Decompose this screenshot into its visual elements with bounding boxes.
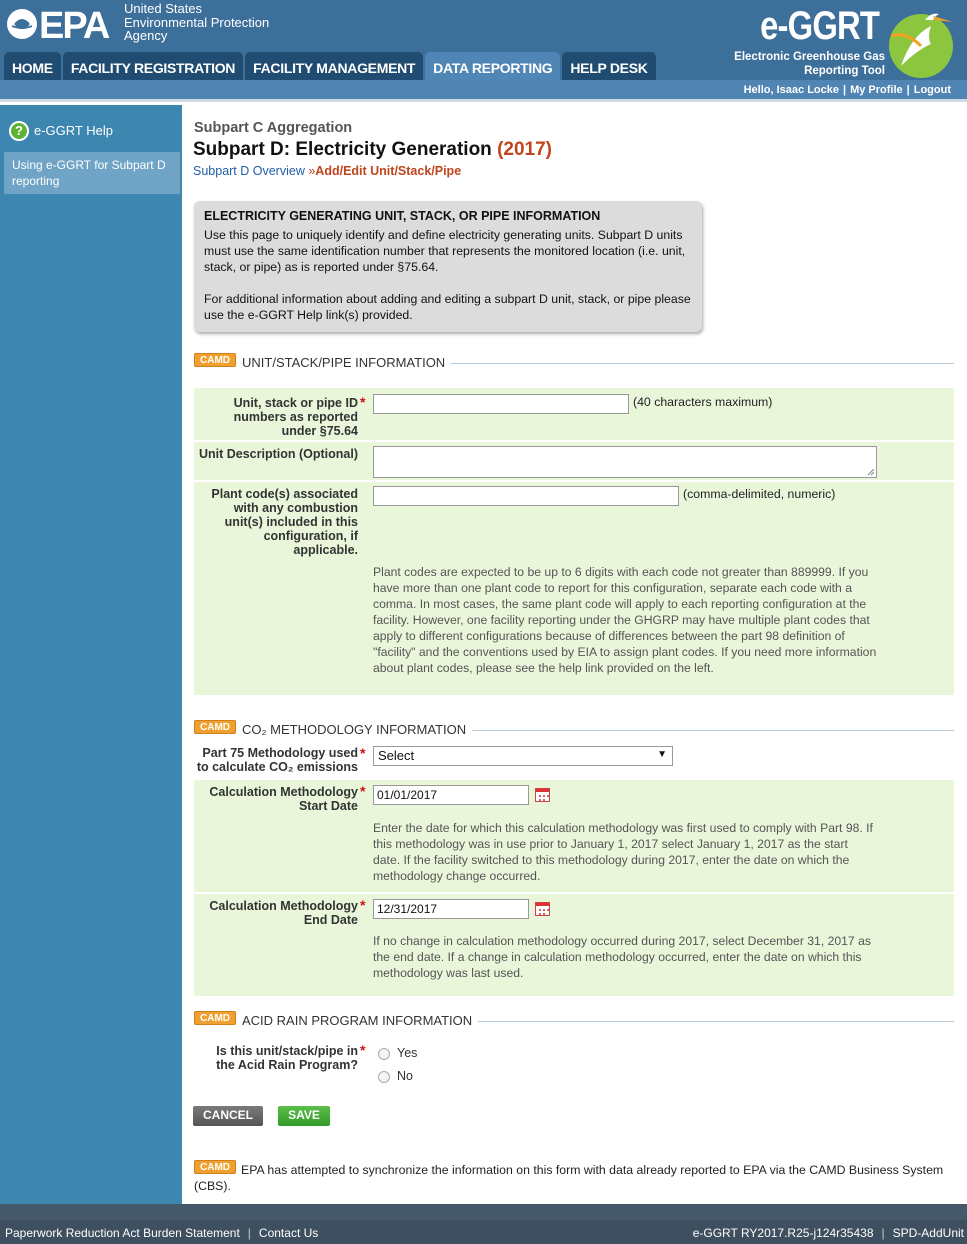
- user-bar: Hello, Isaac Locke | My Profile | Logout: [0, 80, 967, 102]
- reporting-year: (2017): [497, 139, 552, 160]
- tab-home[interactable]: HOME: [4, 52, 61, 80]
- end-date-label: Calculation Methodology End Date: [209, 899, 358, 927]
- info-text-1: Use this page to uniquely identify and define electricity generating units. Subpart D units must use the same identification number that represents the monitored location (i.e. unit, stack, or pipe) as is reported under §75.64.: [204, 228, 686, 274]
- help-label: e-GGRT Help: [34, 123, 113, 138]
- end-date-input[interactable]: 12/31/2017: [373, 899, 529, 919]
- save-button[interactable]: SAVE: [278, 1106, 330, 1126]
- breadcrumb-current: Add/Edit Unit/Stack/Pipe: [315, 164, 462, 178]
- brand-subtitle: Electronic Greenhouse Gas Reporting Tool: [734, 51, 885, 77]
- unit-id-label: Unit, stack or pipe ID numbers as reported under §75.64: [233, 396, 358, 438]
- start-date-input[interactable]: 01/01/2017: [373, 785, 529, 805]
- version-label: e-GGRT RY2017.R25-j124r35438: [692, 1226, 874, 1240]
- end-date-note: If no change in calculation methodology occurred during 2017, select December 31, 2017 as the end date. If a change in calculation methodology occurred, enter the date on which this methodology was last used.: [373, 934, 871, 980]
- row-methodology: [194, 742, 954, 780]
- main-content: [182, 105, 967, 1204]
- logout-link[interactable]: Logout: [913, 84, 951, 96]
- section-unit-title: UNIT/STACK/PIPE INFORMATION: [242, 355, 451, 370]
- paperwork-link[interactable]: Paperwork Reduction Act Burden Statement: [5, 1226, 240, 1240]
- svg-text:EPA: EPA: [39, 5, 109, 44]
- plant-codes-input[interactable]: [373, 486, 679, 506]
- acid-rain-yes-radio[interactable]: [378, 1048, 390, 1060]
- camd-badge: CAMD: [194, 353, 236, 367]
- plant-codes-note: Plant codes are expected to be up to 6 digits with each code not greater than 889999. If you have more than one plant code to report for this configuration, separate each code with a comma. In most cases, the same plant code will apply to each reporting configuration at the facility. However, one facility reporting under the GHGRP may have multiple plant codes that apply to different configurations because of differences between the part 98 definition of "facility" and the conventions used by EIA to assign plant codes. If you need more information about plant codes, please see the help link provided on the left.: [373, 565, 877, 675]
- page-title: Subpart D: Electricity Generation (2017): [193, 139, 552, 160]
- subpart-c-heading: Subpart C Aggregation: [194, 120, 353, 136]
- info-box: [194, 201, 702, 332]
- tab-facility-registration[interactable]: FACILITY REGISTRATION: [63, 52, 243, 80]
- row-end-date: [194, 894, 954, 998]
- user-greeting: Hello, Isaac Locke: [743, 84, 839, 96]
- sidebar: [0, 105, 182, 1204]
- unit-description-label: Unit Description (Optional): [198, 447, 358, 461]
- start-date-label: Calculation Methodology Start Date: [209, 785, 358, 813]
- main-nav: [4, 52, 656, 80]
- row-start-date: [194, 780, 954, 894]
- required-marker: *: [360, 783, 366, 799]
- start-date-note: Enter the date for which this calculation methodology was first used to comply with Part 98. If this methodology was in use prior to January 1, 2017 select January 1, 2017 as the start date. If the facility switched to this methodology during 2017, enter the date on which the methodology change occurred.: [373, 821, 873, 883]
- calendar-icon[interactable]: [535, 788, 550, 802]
- sidebar-help-link[interactable]: Using e-GGRT for Subpart D reporting: [4, 152, 180, 194]
- methodology-select[interactable]: Select ▼: [373, 746, 673, 766]
- camd-badge: CAMD: [194, 1160, 236, 1174]
- methodology-label: Part 75 Methodology used to calculate CO₂ emissions: [196, 746, 358, 774]
- chevron-down-icon: ▼: [657, 749, 667, 760]
- required-marker: *: [360, 745, 366, 761]
- site-header: [0, 0, 967, 80]
- unit-id-hint: (40 characters maximum): [633, 395, 773, 409]
- acid-rain-no-label: No: [397, 1069, 413, 1083]
- plant-codes-hint: (comma-delimited, numeric): [683, 487, 836, 501]
- camd-sync-notice: EPA has attempted to synchronize the information on this form with data already reported to EPA via the CAMD Business System (CBS).: [194, 1163, 944, 1193]
- required-marker: *: [360, 1042, 366, 1058]
- site-footer: Paperwork Reduction Act Burden Statement | Contact Us e-GGRT RY2017.R25-j124r35438 | SPD-AddUnit: [0, 1204, 967, 1244]
- required-marker: *: [360, 897, 366, 913]
- tab-data-reporting[interactable]: DATA REPORTING: [425, 52, 560, 80]
- unit-description-textarea[interactable]: [373, 446, 877, 478]
- contact-link[interactable]: Contact Us: [258, 1226, 319, 1240]
- camd-badge: CAMD: [194, 1011, 236, 1025]
- acid-rain-label: Is this unit/stack/pipe in the Acid Rain Program?: [216, 1044, 358, 1072]
- tab-help-desk[interactable]: HELP DESK: [562, 52, 655, 80]
- brand-title: e-GGRT: [759, 4, 879, 48]
- plant-codes-label: Plant code(s) associated with any combustion unit(s) included in this configuration, if applicable.: [211, 487, 358, 557]
- row-unit-description: [194, 442, 954, 482]
- section-arp-header: [194, 1011, 954, 1029]
- row-acid-rain: [194, 1039, 954, 1095]
- row-plant-codes: [194, 482, 954, 697]
- section-co2-title: CO₂ METHODOLOGY INFORMATION: [242, 722, 472, 737]
- page-id-label: SPD-AddUnit: [892, 1226, 964, 1240]
- camd-badge: CAMD: [194, 720, 236, 734]
- egret-logo-icon: [881, 6, 957, 80]
- acid-rain-yes-label: Yes: [397, 1046, 418, 1060]
- agency-name: United States Environmental Protection Agency: [124, 1, 270, 43]
- breadcrumb-overview-link[interactable]: Subpart D Overview: [193, 164, 305, 178]
- resize-handle-icon[interactable]: [867, 468, 875, 476]
- info-text-2: For additional information about adding and editing a subpart D unit, stack, or pipe please use the e-GGRT Help link(s) provided.: [204, 292, 691, 322]
- breadcrumb: [193, 164, 461, 178]
- help-header: [4, 112, 180, 152]
- breadcrumb-separator: »: [308, 164, 316, 178]
- cancel-button[interactable]: CANCEL: [193, 1106, 263, 1126]
- section-unit-header: [194, 353, 954, 371]
- help-icon: ?: [9, 121, 29, 141]
- tab-facility-management[interactable]: FACILITY MANAGEMENT: [245, 52, 423, 80]
- info-heading: ELECTRICITY GENERATING UNIT, STACK, OR PIPE INFORMATION: [204, 209, 601, 223]
- row-unit-id: [194, 388, 954, 442]
- section-arp-title: ACID RAIN PROGRAM INFORMATION: [242, 1013, 478, 1028]
- egggrt-brand: [717, 4, 957, 80]
- section-co2-header: [194, 720, 954, 738]
- my-profile-link[interactable]: My Profile: [850, 84, 903, 96]
- required-marker: *: [360, 394, 366, 410]
- unit-id-input[interactable]: [373, 394, 629, 414]
- calendar-icon[interactable]: [535, 902, 550, 916]
- acid-rain-no-radio[interactable]: [378, 1071, 390, 1083]
- epa-logo[interactable]: [6, 4, 122, 44]
